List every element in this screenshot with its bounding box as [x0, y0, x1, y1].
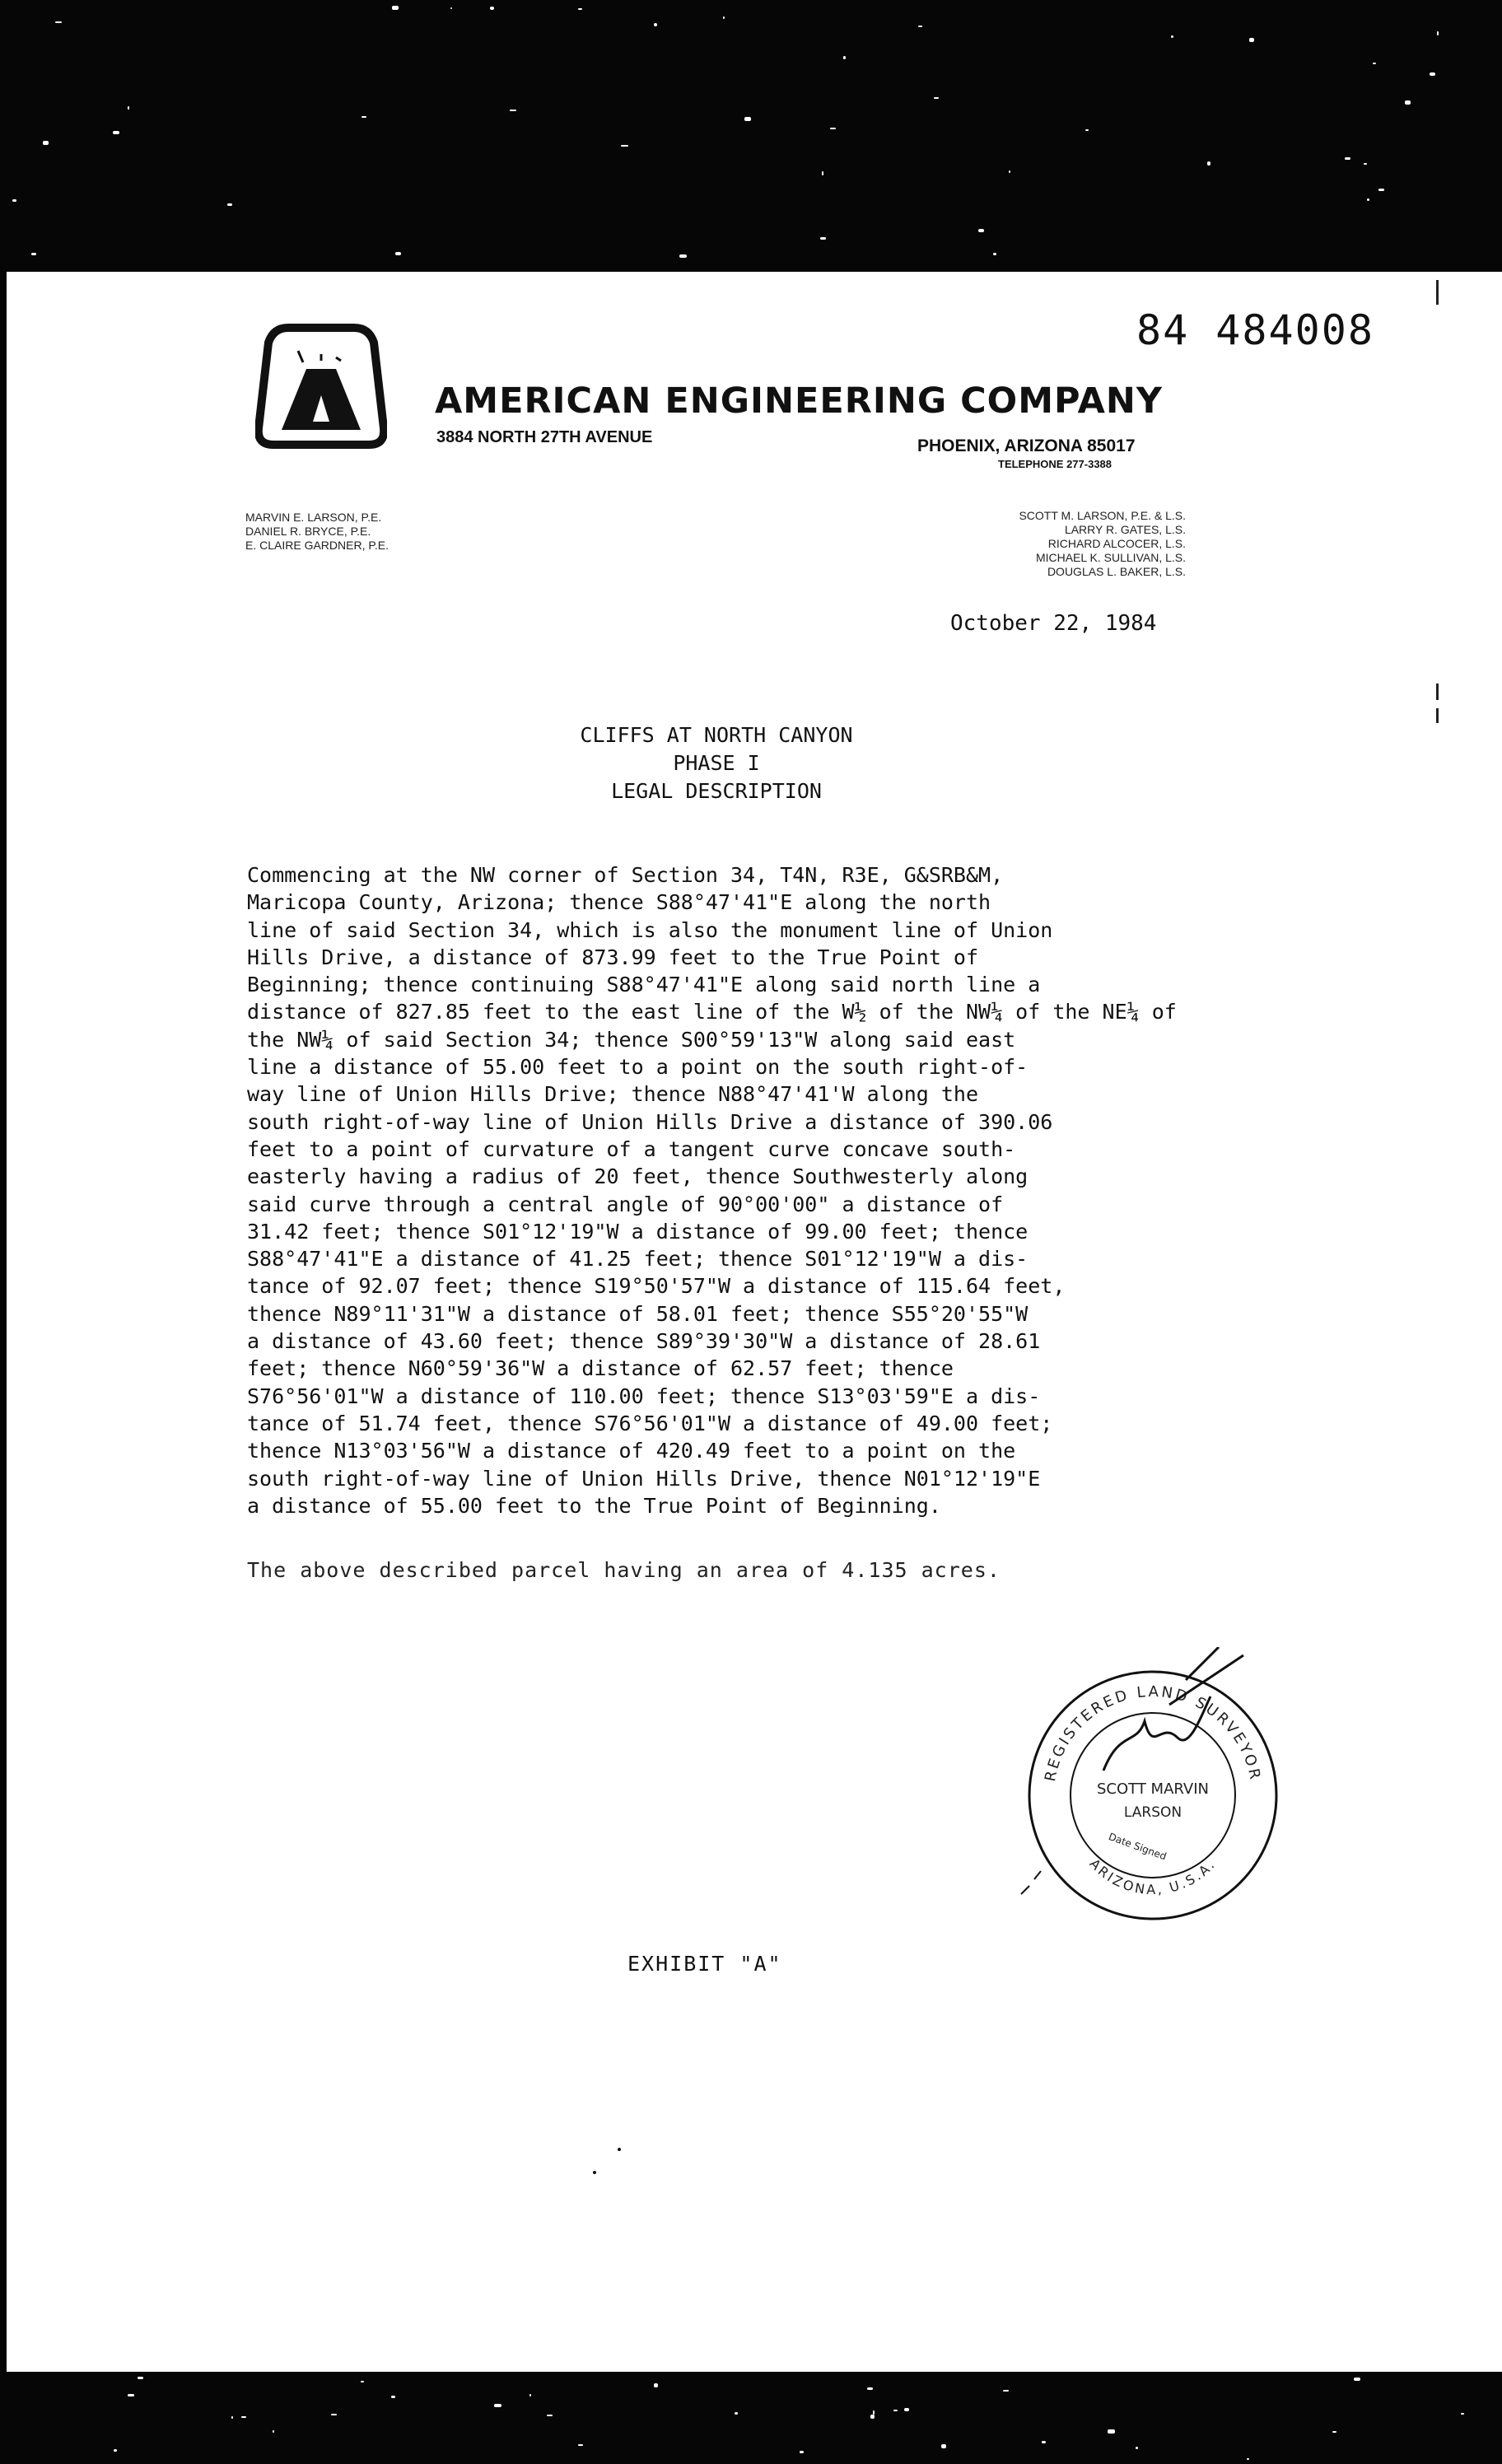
body-line: tance of 92.07 feet; thence S19°50'57"W a distance of 115.64 feet, — [247, 1274, 1066, 1299]
parcel-area-sentence: The above described parcel having an area of 4.135 acres. — [247, 1558, 1001, 1582]
staff-name: RICHARD ALCOCER, L.S. — [1047, 537, 1186, 550]
seal-bottom-text: ARIZONA, U.S.A. — [1086, 1855, 1220, 1898]
staff-name: LARRY R. GATES, L.S. — [1064, 523, 1186, 536]
document-number: 84 484008 — [1136, 306, 1374, 354]
body-line: thence N13°03'56"W a distance of 420.49 feet to a point on the — [247, 1439, 1016, 1463]
surveyor-seal — [1013, 1647, 1293, 1927]
seal-name-line1: SCOTT MARVIN — [1096, 1780, 1210, 1798]
scan-border-left — [0, 0, 7, 2464]
title-line: CLIFFS AT NORTH CANYON — [580, 723, 853, 747]
body-line: a distance of 55.00 feet to the True Point of Beginning. — [247, 1493, 941, 1518]
body-line: line a distance of 55.00 feet to a point on the south right-of- — [247, 1055, 1029, 1080]
company-logo-icon — [255, 321, 387, 453]
scan-mark — [1436, 708, 1439, 723]
body-line: Hills Drive, a distance of 873.99 feet to the True Point of — [247, 945, 979, 969]
staff-name: MARVIN E. LARSON, P.E. — [245, 511, 382, 524]
company-telephone: TELEPHONE 277-3388 — [998, 458, 1113, 470]
letter-date: October 22, 1984 — [950, 611, 1157, 636]
body-line: south right-of-way line of Union Hills Drive, thence N01°12'19"E — [247, 1466, 1041, 1491]
body-line: S88°47'41"E a distance of 41.25 feet; thence S01°12'19"W a dis- — [247, 1247, 1029, 1272]
staff-name: DANIEL R. BRYCE, P.E. — [245, 525, 371, 538]
body-line: south right-of-way line of Union Hills Drive a distance of 390.06 — [247, 1109, 1053, 1134]
body-line: 31.42 feet; thence S01°12'19"W a distance of 99.00 feet; thence — [247, 1219, 1029, 1244]
body-line: line of said Section 34, which is also the monument line of Union — [247, 917, 1053, 942]
body-line: a distance of 43.60 feet; thence S89°39'30"W a distance of 28.61 — [247, 1329, 1041, 1354]
staff-name: SCOTT M. LARSON, P.E. & L.S. — [1019, 509, 1186, 522]
scan-border-bottom — [0, 2372, 1502, 2464]
company-city: PHOENIX, ARIZONA 85017 — [917, 436, 1136, 455]
body-line: Beginning; thence continuing S88°47'41"E along said north line a — [247, 973, 1041, 997]
body-line: Commencing at the NW corner of Section 34, T4N, R3E, G&SRB&M, — [247, 863, 1004, 887]
body-line: said curve through a central angle of 90°00'00" a distance of — [247, 1192, 1004, 1216]
company-address: 3884 NORTH 27TH AVENUE — [436, 428, 653, 446]
body-line: feet; thence N60°59'36"W a distance of 62.57 feet; thence — [247, 1356, 954, 1381]
body-line: tance of 51.74 feet, thence S76°56'01"W a distance of 49.00 feet; — [247, 1411, 1053, 1435]
staff-list-left — [245, 511, 389, 553]
body-line: S76°56'01"W a distance of 110.00 feet; thence S13°03'59"E a dis- — [247, 1384, 1041, 1408]
exhibit-label: EXHIBIT "A" — [627, 1952, 782, 1976]
scan-mark — [1436, 280, 1439, 305]
staff-name: DOUGLAS L. BAKER, L.S. — [1047, 565, 1186, 578]
staff-name: MICHAEL K. SULLIVAN, L.S. — [1035, 551, 1186, 564]
body-line: the NW¼ of said Section 34; thence S00°59'13"W along said east — [247, 1027, 1016, 1052]
signature-trail-marks — [1021, 1871, 1041, 1894]
scan-mark — [593, 2171, 596, 2174]
scan-mark — [1436, 684, 1439, 700]
body-line: way line of Union Hills Drive; thence N88°47'41'W along the — [247, 1082, 979, 1107]
seal-name-line2: LARSON — [1123, 1804, 1182, 1821]
staff-list-right — [906, 509, 1186, 579]
document-titles — [461, 721, 972, 805]
body-line: distance of 827.85 feet to the east line of the W½ of the NW¼ of the NE¼ of — [247, 1000, 1177, 1024]
svg-text:ARIZONA, U.S.A. — [1087, 1855, 1220, 1897]
body-line: Maricopa County, Arizona; thence S88°47'41"E along the north — [247, 890, 991, 915]
company-name: AMERICAN ENGINEERING COMPANY — [435, 380, 1163, 422]
legal-description-body — [247, 861, 1177, 1519]
scan-border-top — [0, 0, 1502, 272]
seal-ring-text: REGISTERED LAND SURVEYOR — [1042, 1682, 1264, 1784]
scan-mark — [618, 2148, 621, 2151]
staff-name: E. CLAIRE GARDNER, P.E. — [245, 539, 389, 552]
body-line: thence N89°11'31"W a distance of 58.01 feet; thence S55°20'55"W — [247, 1301, 1029, 1326]
title-line: PHASE I — [673, 751, 760, 775]
title-line: LEGAL DESCRIPTION — [611, 779, 822, 803]
body-line: easterly having a radius of 20 feet, thence Southwesterly along — [247, 1164, 1029, 1189]
body-line: feet to a point of curvature of a tangent curve concave south- — [247, 1136, 1016, 1161]
seal-date-text: Date Signed — [1107, 1831, 1168, 1863]
